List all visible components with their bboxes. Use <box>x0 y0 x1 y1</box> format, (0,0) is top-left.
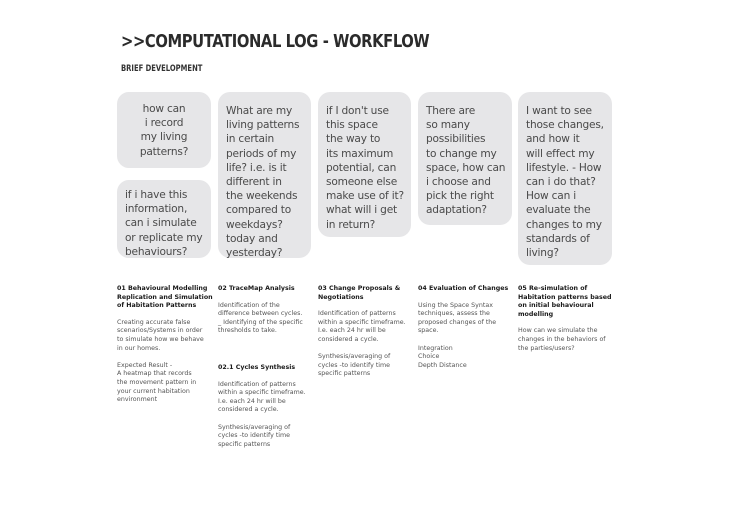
step-title: 05 Re-simulation of Habitation patterns based on initial behavioural modelling <box>518 285 612 318</box>
step-02-1-cycles-synthesis <box>218 364 318 449</box>
question-bubble-simulate-behaviours: if i have this information, can i simulate or replicate my behaviours? <box>117 180 211 258</box>
step-01-behavioural-modelling <box>117 285 217 405</box>
step-title: 03 Change Proposals & Negotiations <box>318 285 401 301</box>
question-bubble-evaluate-changes: I want to see those changes, and how it will effect my lifestyle. - How can i do that? How can i evaluate the changes to my standards of living? <box>518 92 612 265</box>
question-bubble-living-periods: What are my living patterns in certain periods of my life? i.e. is it different in the weekends compared to weekdays? today and yesterday? <box>218 92 311 258</box>
question-bubble-adaptation: There are so many possibilities to change my space, how can i choose and pick the right adaptation? <box>418 92 512 225</box>
step-title: 01 Behavioural Modelling Replication and Simulation of Habitation Patterns <box>117 285 213 310</box>
step-body: Identification of patterns within a specific timeframe. I.e. each 24 hr will be considered a cycle. Synthesis/averaging of cycles -to identify time specific patterns <box>318 310 406 378</box>
step-03-change-proposals <box>318 285 418 379</box>
step-body: How can we simulate the changes in the behaviors of the parties/users? <box>518 327 606 352</box>
step-body: Identification of the difference between cycles. _ Identifying of the specific thresholds to take. <box>218 301 303 335</box>
step-04-evaluation-of-changes <box>418 285 518 370</box>
step-title: 04 Evaluation of Changes <box>418 285 509 292</box>
question-bubble-space-potential: if I don't use this space the way to its maximum potential, can someone else make use of it? what will i get in return? <box>318 92 411 237</box>
step-body: Identification of patterns within a specific timeframe. I.e. each 24 hr will be considered a cycle. Synthesis/averaging of cycles -to identify time specific patterns <box>218 380 306 448</box>
step-body: Creating accurate false scenarios/Systems in order to simulate how we behave in our homes. Expected Result - A heatmap that records the movement pattern in your current habitation environment <box>117 318 204 404</box>
step-title: 02 TraceMap Analysis <box>218 285 295 292</box>
page-title: >>COMPUTATIONAL LOG - WORKFLOW <box>121 31 430 52</box>
section-subtitle: BRIEF DEVELOPMENT <box>121 64 203 74</box>
question-bubble-record-patterns: how can i record my living patterns? <box>117 92 211 168</box>
step-body: Using the Space Syntax techniques, assess the proposed changes of the space. Integration Choice Depth Distance <box>418 301 497 369</box>
step-title: 02.1 Cycles Synthesis <box>218 364 296 371</box>
step-02-tracemap-analysis <box>218 285 318 336</box>
step-05-re-simulation <box>518 285 618 353</box>
